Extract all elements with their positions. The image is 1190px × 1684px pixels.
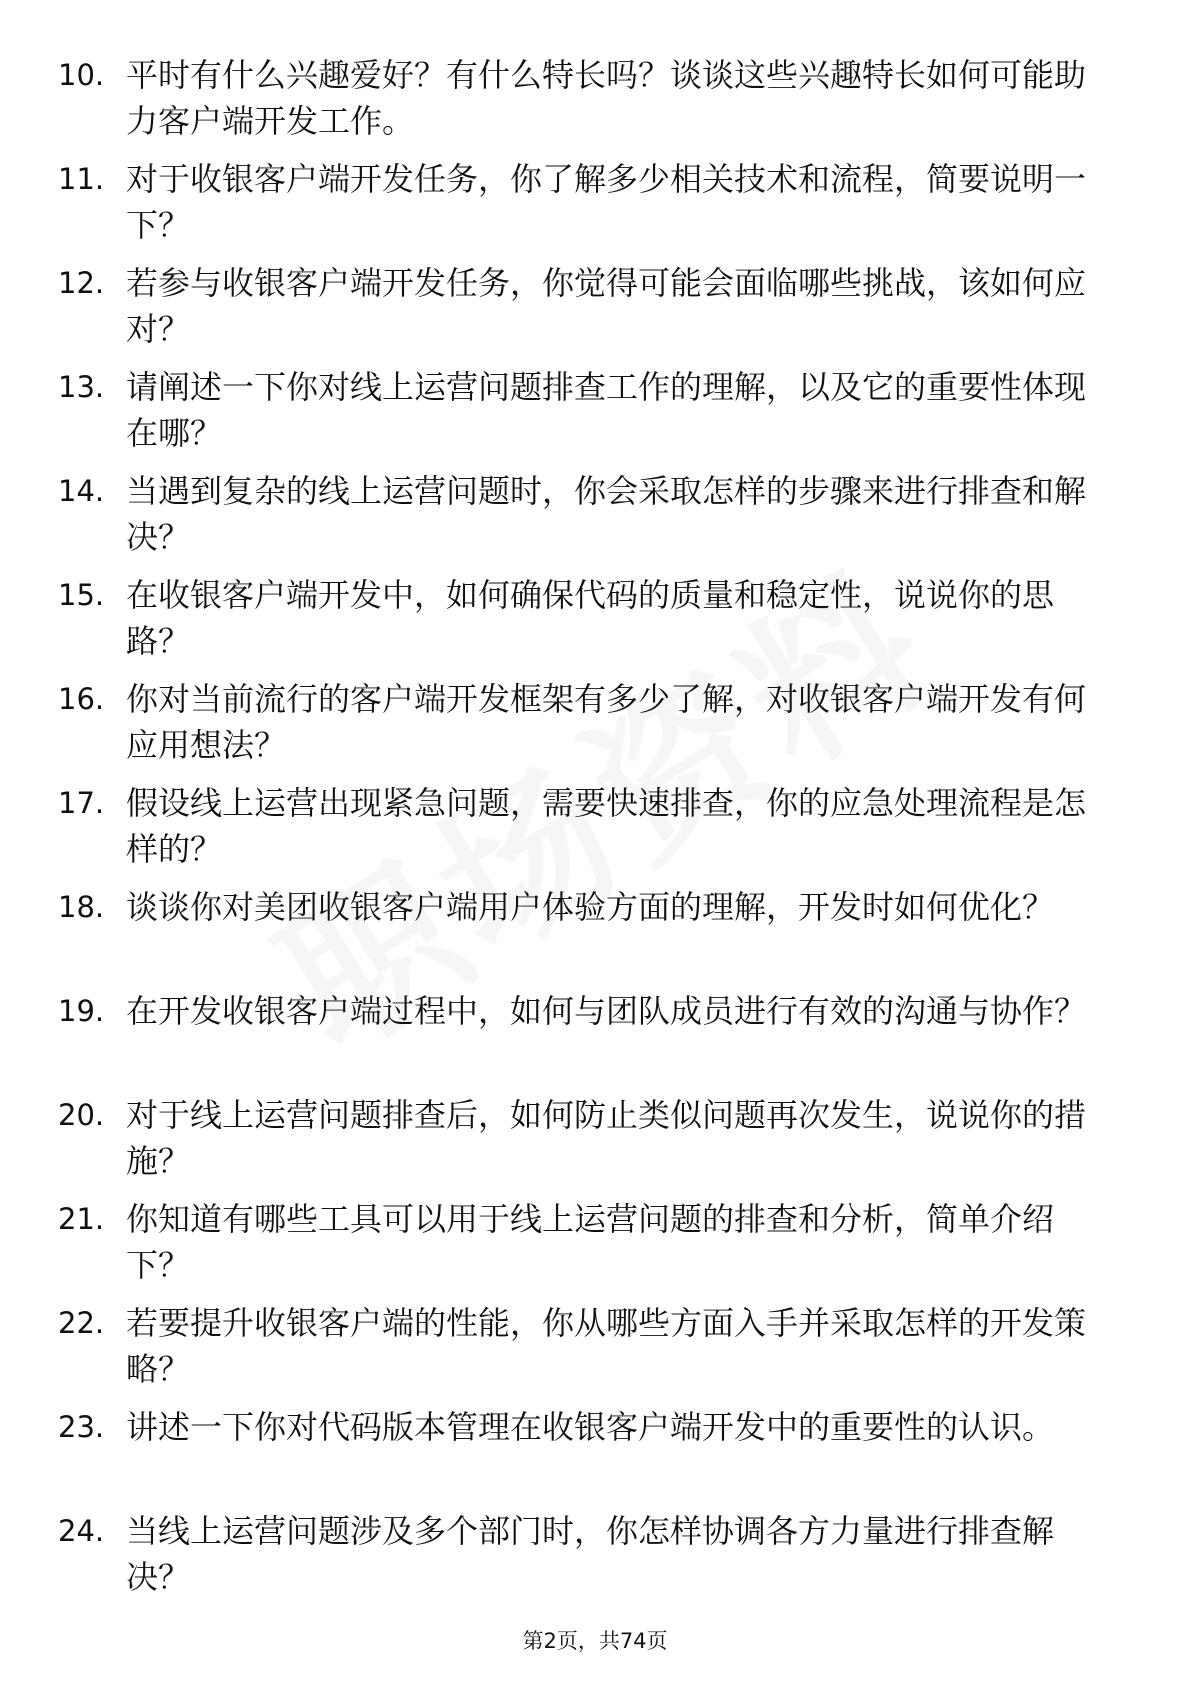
question-number: 12.	[58, 266, 105, 300]
list-item	[0, 260, 1190, 364]
list-item	[0, 572, 1190, 676]
question-text: 在开发收银客户端过程中，如何与团队成员进行有效的沟通与协作？	[126, 992, 1087, 1030]
list-item	[0, 1508, 1190, 1612]
question-number: 23.	[58, 1410, 105, 1444]
list-item	[0, 1300, 1190, 1404]
question-number: 24.	[58, 1514, 105, 1548]
question-number: 17.	[58, 786, 105, 820]
question-number: 15.	[58, 578, 105, 612]
list-item	[0, 364, 1190, 468]
question-number: 18.	[58, 890, 105, 924]
list-item	[0, 780, 1190, 884]
question-text: 讲述一下你对代码版本管理在收银客户端开发中的重要性的认识。	[126, 1408, 1055, 1446]
question-number: 22.	[58, 1306, 105, 1340]
list-item	[0, 1404, 1190, 1508]
question-number: 20.	[58, 1098, 105, 1132]
question-number: 11.	[58, 162, 105, 196]
question-text: 对于收银客户端开发任务，你了解多少相关技术和流程，简要说明一下？	[126, 160, 1087, 244]
question-number: 13.	[58, 370, 105, 404]
list-item	[0, 884, 1190, 988]
question-number: 14.	[58, 474, 105, 508]
question-text: 对于线上运营问题排查后，如何防止类似问题再次发生，说说你的措施？	[126, 1096, 1087, 1180]
list-item	[0, 676, 1190, 780]
question-text: 在收银客户端开发中，如何确保代码的质量和稳定性，说说你的思路？	[126, 576, 1055, 660]
question-text: 若参与收银客户端开发任务，你觉得可能会面临哪些挑战，该如何应对？	[126, 264, 1087, 348]
list-item	[0, 52, 1190, 156]
list-item	[0, 1092, 1190, 1196]
question-number: 21.	[58, 1202, 105, 1236]
question-text: 你知道有哪些工具可以用于线上运营问题的排查和分析，简单介绍下？	[126, 1200, 1055, 1284]
page-footer: 第2页，共74页	[522, 1629, 668, 1653]
list-item	[0, 1196, 1190, 1300]
question-list	[0, 52, 1190, 1612]
question-text: 平时有什么兴趣爱好？有什么特长吗？谈谈这些兴趣特长如何可能助力客户端开发工作。	[126, 56, 1087, 140]
question-text: 当遇到复杂的线上运营问题时，你会采取怎样的步骤来进行排查和解决？	[126, 472, 1087, 556]
question-text: 若要提升收银客户端的性能，你从哪些方面入手并采取怎样的开发策略？	[126, 1304, 1087, 1388]
question-text: 你对当前流行的客户端开发框架有多少了解，对收银客户端开发有何应用想法？	[126, 680, 1087, 764]
question-text: 假设线上运营出现紧急问题，需要快速排查，你的应急处理流程是怎样的？	[126, 784, 1087, 868]
question-text: 请阐述一下你对线上运营问题排查工作的理解，以及它的重要性体现在哪？	[126, 368, 1087, 452]
list-item	[0, 988, 1190, 1092]
question-text: 当线上运营问题涉及多个部门时，你怎样协调各方力量进行排查解决？	[126, 1512, 1055, 1596]
question-number: 19.	[58, 994, 105, 1028]
list-item	[0, 468, 1190, 572]
question-text: 谈谈你对美团收银客户端用户体验方面的理解，开发时如何优化？	[126, 888, 1055, 926]
list-item	[0, 156, 1190, 260]
question-number: 16.	[58, 682, 105, 716]
question-number: 10.	[58, 58, 105, 92]
